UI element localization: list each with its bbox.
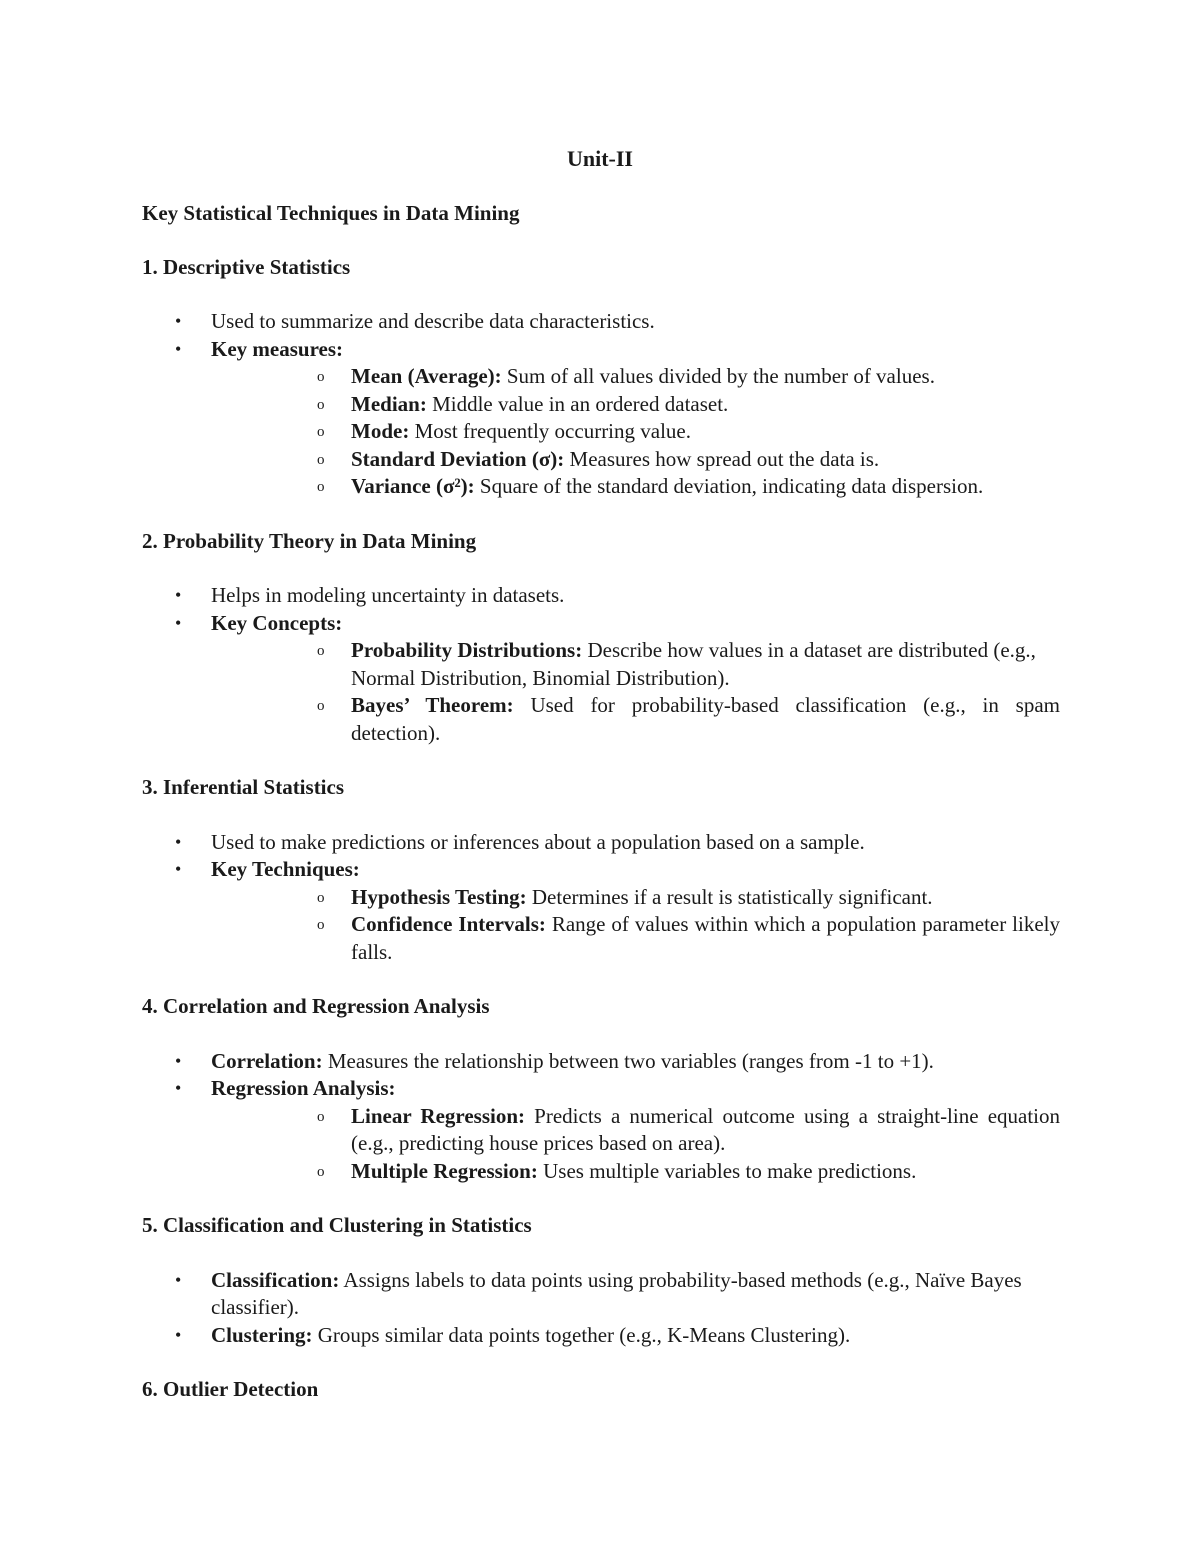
bullet-icon: • (175, 1078, 182, 1098)
sub-list-item: o Mean (Average): Sum of all values divided by the number of values. (211, 363, 1060, 391)
sub-bullet-icon: o (317, 424, 325, 440)
bullet-icon: • (175, 612, 182, 633)
sub-list-item: o Variance (σ²): Square of the standard deviation, indicating data dispersion. (211, 473, 1060, 501)
sub-list-item: o Linear Regression: Predicts a numerical outcome using a straight-line equation (e.g., predicting house prices based on area). (317, 1103, 1060, 1155)
list-item: • Key Concepts: o Probability Distributions: Describe how values in a dataset are distributed (e.g., Normal Distribution, Binomial Distribution). o Bayes’ Theorem: Used for probability-based classification (e.g., in spam detection). (142, 610, 1060, 748)
sub-bullet-list (211, 884, 1060, 967)
sub-bullet-icon: o (317, 451, 325, 468)
bullet-icon: • (175, 1269, 182, 1290)
sub-bullet-icon: o (317, 369, 325, 385)
list-item: • Correlation: Measures the relationship between two variables (ranges from -1 to +1). (142, 1048, 1060, 1076)
bullet-list (142, 1267, 1060, 1350)
section-heading-descriptive-statistics: 1. Descriptive Statistics (142, 254, 351, 279)
sub-list-item: o Multiple Regression: Uses multiple variables to make predictions. (211, 1158, 1060, 1186)
bullet-icon: • (175, 1324, 182, 1345)
document-subtitle: Key Statistical Techniques in Data Mining (142, 201, 520, 225)
page-title: Unit-II (566, 146, 633, 171)
list-item: • Key measures: o Mean (Average): Sum of all values divided by the number of values. o Median: Middle value in an ordered dataset. o Mode: Most frequently occurring value. o Standard Deviation (σ): Measures how spread out the data is. o Variance (σ²): Square of the standard deviation, indicating data dispersion. (142, 336, 1060, 501)
sub-bullet-list (211, 637, 1060, 747)
sub-bullet-icon: o (317, 917, 325, 933)
document-body (142, 200, 1060, 1431)
list-item: • Used to summarize and describe data characteristics. (142, 308, 1060, 336)
bullet-list (142, 582, 1060, 747)
sub-bullet-list (211, 1103, 1060, 1186)
sub-list-item: o Mode: Most frequently occurring value. (211, 418, 1060, 446)
bullet-icon: • (175, 1050, 182, 1071)
sub-bullet-icon: o (317, 479, 325, 495)
section-heading-classification-clustering: 5. Classification and Clustering in Statistics (142, 1213, 532, 1237)
section-heading-outlier-detection: 6. Outlier Detection (142, 1377, 319, 1401)
list-item: • Used to make predictions or inferences about a population based on a sample. (142, 829, 1060, 857)
bullet-list (142, 308, 1060, 501)
list-item: • Helps in modeling uncertainty in datasets. (142, 582, 1060, 610)
list-item: • Clustering: Groups similar data points together (e.g., K-Means Clustering). (142, 1322, 1060, 1350)
sub-list-item: o Probability Distributions: Describe how values in a dataset are distributed (e.g., Normal Distribution, Binomial Distribution). (317, 638, 1036, 690)
bullet-icon: • (175, 338, 182, 359)
list-item: • Regression Analysis: o Linear Regression: Predicts a numerical outcome using a straight-line equation (e.g., predicting house prices based on area). o Multiple Regression: Uses multiple variables to make predictions. (142, 1075, 1060, 1185)
sub-list-item: o Hypothesis Testing: Determines if a result is statistically significant. (211, 884, 1060, 912)
section-heading-probability-theory: 2. Probability Theory in Data Mining (142, 528, 477, 553)
bullet-icon: • (175, 859, 182, 879)
sub-bullet-icon: o (317, 643, 325, 659)
sub-list-item: o Standard Deviation (σ): Measures how spread out the data is. (211, 446, 1060, 474)
list-item: • Classification: Assigns labels to data points using probability-based methods (e.g., Naïve Bayes classifier). (175, 1267, 1022, 1319)
sub-bullet-icon: o (317, 1163, 325, 1180)
section-heading-inferential-statistics: 3. Inferential Statistics (142, 775, 345, 799)
section-heading-correlation-regression: 4. Correlation and Regression Analysis (142, 994, 490, 1018)
sub-list-item: o Bayes’ Theorem: Used for probability-based classification (e.g., in spam detection). (317, 693, 1061, 745)
sub-bullet-icon: o (317, 698, 325, 714)
bullet-icon: • (175, 831, 182, 852)
sub-list-item: o Confidence Intervals: Range of values within which a population parameter likely falls. (317, 912, 1061, 964)
sub-bullet-list (211, 363, 1060, 501)
bullet-icon: • (175, 585, 182, 605)
bullet-list (142, 829, 1060, 967)
bullet-list (142, 1048, 1060, 1186)
sub-bullet-icon: o (317, 1108, 325, 1125)
sub-bullet-icon: o (317, 396, 325, 413)
sub-list-item: o Median: Middle value in an ordered dataset. (211, 391, 1060, 419)
bullet-icon: • (175, 311, 182, 331)
list-item: • Key Techniques: o Hypothesis Testing: Determines if a result is statistically significant. o Confidence Intervals: Range of values within which a population parameter likely falls. (142, 856, 1060, 966)
sub-bullet-icon: o (317, 889, 325, 906)
